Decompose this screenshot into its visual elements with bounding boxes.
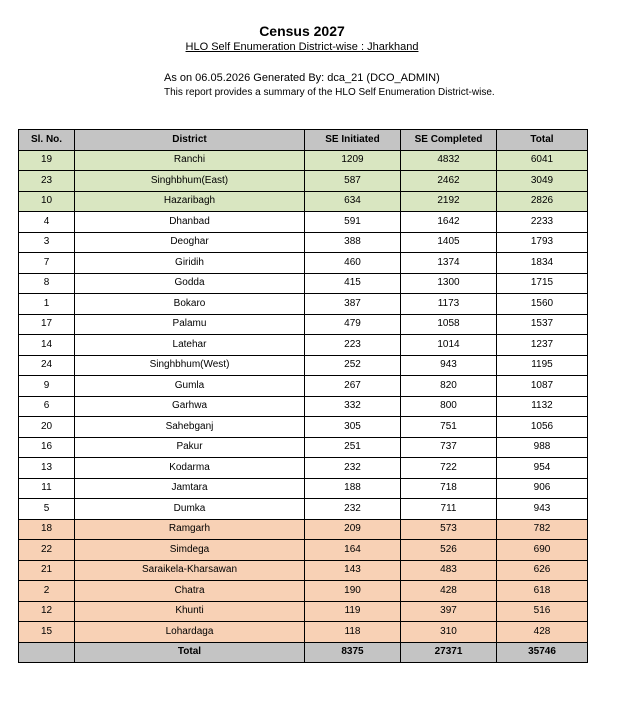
cell-se-completed: 1642	[401, 212, 497, 233]
cell-se-completed: 1300	[401, 273, 497, 294]
cell-total: 1793	[497, 232, 588, 253]
cell-total: 690	[497, 540, 588, 561]
cell-se-completed: 1014	[401, 335, 497, 356]
table-row	[19, 273, 588, 294]
cell-se-initiated: 634	[305, 191, 401, 212]
table-row	[19, 601, 588, 622]
cell-se-completed: 1405	[401, 232, 497, 253]
cell-se-initiated: 164	[305, 540, 401, 561]
cell-total: 954	[497, 458, 588, 479]
cell-se-initiated: 223	[305, 335, 401, 356]
cell-district: Sahebganj	[75, 417, 305, 438]
cell-sl-no: 12	[19, 601, 75, 622]
cell-sl-no: 23	[19, 171, 75, 192]
table-header-row	[19, 130, 588, 151]
table-row	[19, 191, 588, 212]
cell-sl-no: 15	[19, 622, 75, 643]
cell-sl-no: 4	[19, 212, 75, 233]
cell-se-initiated: 587	[305, 171, 401, 192]
cell-se-initiated: 118	[305, 622, 401, 643]
cell-se-completed: 2462	[401, 171, 497, 192]
cell-total: 1056	[497, 417, 588, 438]
cell-district: Singhbhum(East)	[75, 171, 305, 192]
table-row	[19, 376, 588, 397]
cell-total: 1537	[497, 314, 588, 335]
cell-district: Deoghar	[75, 232, 305, 253]
table-row	[19, 171, 588, 192]
column-header-total: Total	[497, 130, 588, 151]
total-row	[19, 642, 588, 663]
cell-se-completed: 4832	[401, 150, 497, 171]
cell-sl-no: 18	[19, 519, 75, 540]
cell-sl-no: 5	[19, 499, 75, 520]
cell-district: Jamtara	[75, 478, 305, 499]
cell-district: Gumla	[75, 376, 305, 397]
cell-sl-no: 7	[19, 253, 75, 274]
cell-district: Singhbhum(West)	[75, 355, 305, 376]
table-row	[19, 458, 588, 479]
cell-se-completed: 1173	[401, 294, 497, 315]
cell-se-completed: 397	[401, 601, 497, 622]
table-row	[19, 314, 588, 335]
cell-se-completed: 526	[401, 540, 497, 561]
cell-sl-no: 3	[19, 232, 75, 253]
cell-sl-no: 17	[19, 314, 75, 335]
cell-district: Kodarma	[75, 458, 305, 479]
table-row	[19, 212, 588, 233]
cell-se-initiated: 267	[305, 376, 401, 397]
cell-district: Saraikela-Kharsawan	[75, 560, 305, 581]
table-row	[19, 232, 588, 253]
table-row	[19, 335, 588, 356]
cell-total: 6041	[497, 150, 588, 171]
cell-se-completed: 2192	[401, 191, 497, 212]
cell-sl-no: 16	[19, 437, 75, 458]
cell-district: Giridih	[75, 253, 305, 274]
cell-se-initiated: 1209	[305, 150, 401, 171]
cell-se-initiated: 232	[305, 499, 401, 520]
cell-total: 943	[497, 499, 588, 520]
cell-se-initiated: 415	[305, 273, 401, 294]
generated-info: As on 06.05.2026 Generated By: dca_21 (DCO_ADMIN)	[164, 72, 440, 84]
cell-district: Simdega	[75, 540, 305, 561]
cell-se-initiated: 332	[305, 396, 401, 417]
cell-se-completed: 943	[401, 355, 497, 376]
cell-se-initiated: 252	[305, 355, 401, 376]
cell-district: Pakur	[75, 437, 305, 458]
cell-se-initiated: 305	[305, 417, 401, 438]
cell-total: 1132	[497, 396, 588, 417]
cell-se-completed: 1058	[401, 314, 497, 335]
cell-se-initiated: 188	[305, 478, 401, 499]
table-body	[19, 150, 588, 642]
cell-se-initiated: 388	[305, 232, 401, 253]
cell-total: 3049	[497, 171, 588, 192]
cell-se-completed: 718	[401, 478, 497, 499]
cell-sl-no: 8	[19, 273, 75, 294]
cell-se-completed: 711	[401, 499, 497, 520]
cell-se-completed: 428	[401, 581, 497, 602]
cell-district: Khunti	[75, 601, 305, 622]
cell-district: Garhwa	[75, 396, 305, 417]
table-row	[19, 294, 588, 315]
total-row-sl-cell	[19, 642, 75, 663]
cell-total: 1237	[497, 335, 588, 356]
cell-sl-no: 19	[19, 150, 75, 171]
table-row	[19, 396, 588, 417]
cell-sl-no: 21	[19, 560, 75, 581]
cell-total: 782	[497, 519, 588, 540]
cell-total: 1087	[497, 376, 588, 397]
cell-se-completed: 800	[401, 396, 497, 417]
district-summary-table	[18, 129, 588, 663]
cell-total: 618	[497, 581, 588, 602]
cell-sl-no: 22	[19, 540, 75, 561]
cell-district: Dumka	[75, 499, 305, 520]
total-row-total: 35746	[497, 642, 588, 663]
cell-sl-no: 13	[19, 458, 75, 479]
total-row-initiated: 8375	[305, 642, 401, 663]
table-row	[19, 519, 588, 540]
cell-total: 1560	[497, 294, 588, 315]
cell-se-initiated: 460	[305, 253, 401, 274]
cell-sl-no: 9	[19, 376, 75, 397]
cell-total: 906	[497, 478, 588, 499]
cell-district: Bokaro	[75, 294, 305, 315]
column-header-se-completed: SE Completed	[401, 130, 497, 151]
table-row	[19, 499, 588, 520]
table-row	[19, 150, 588, 171]
cell-sl-no: 11	[19, 478, 75, 499]
cell-sl-no: 1	[19, 294, 75, 315]
table-row	[19, 478, 588, 499]
table-row	[19, 253, 588, 274]
cell-district: Hazaribagh	[75, 191, 305, 212]
cell-district: Godda	[75, 273, 305, 294]
cell-total: 626	[497, 560, 588, 581]
cell-total: 1834	[497, 253, 588, 274]
cell-se-initiated: 251	[305, 437, 401, 458]
cell-sl-no: 24	[19, 355, 75, 376]
table-row	[19, 437, 588, 458]
cell-district: Lohardaga	[75, 622, 305, 643]
total-row-label: Total	[75, 642, 305, 663]
report-subtitle-text: HLO Self Enumeration District-wise : Jharkhand	[185, 41, 419, 53]
cell-se-initiated: 143	[305, 560, 401, 581]
report-subtitle	[0, 41, 604, 54]
cell-se-completed: 737	[401, 437, 497, 458]
column-header-sl-no: Sl. No.	[19, 130, 75, 151]
cell-district: Chatra	[75, 581, 305, 602]
cell-total: 428	[497, 622, 588, 643]
column-header-district: District	[75, 130, 305, 151]
table-row	[19, 560, 588, 581]
cell-total: 516	[497, 601, 588, 622]
cell-se-completed: 820	[401, 376, 497, 397]
cell-total: 988	[497, 437, 588, 458]
cell-sl-no: 2	[19, 581, 75, 602]
table-row	[19, 417, 588, 438]
cell-sl-no: 10	[19, 191, 75, 212]
cell-se-completed: 1374	[401, 253, 497, 274]
cell-sl-no: 6	[19, 396, 75, 417]
cell-se-initiated: 387	[305, 294, 401, 315]
column-header-se-initiated: SE Initiated	[305, 130, 401, 151]
cell-district: Palamu	[75, 314, 305, 335]
report-title: Census 2027	[259, 23, 345, 39]
table-row	[19, 581, 588, 602]
table-row	[19, 540, 588, 561]
report-description: This report provides a summary of the HLO Self Enumeration District-wise.	[164, 87, 495, 98]
cell-total: 2233	[497, 212, 588, 233]
cell-district: Ranchi	[75, 150, 305, 171]
cell-se-initiated: 479	[305, 314, 401, 335]
total-row-completed: 27371	[401, 642, 497, 663]
cell-district: Latehar	[75, 335, 305, 356]
cell-sl-no: 20	[19, 417, 75, 438]
cell-se-initiated: 591	[305, 212, 401, 233]
cell-district: Ramgarh	[75, 519, 305, 540]
cell-se-completed: 483	[401, 560, 497, 581]
cell-se-initiated: 209	[305, 519, 401, 540]
cell-district: Dhanbad	[75, 212, 305, 233]
cell-total: 1195	[497, 355, 588, 376]
cell-total: 2826	[497, 191, 588, 212]
cell-se-completed: 310	[401, 622, 497, 643]
cell-se-completed: 751	[401, 417, 497, 438]
cell-se-completed: 573	[401, 519, 497, 540]
cell-se-initiated: 119	[305, 601, 401, 622]
cell-se-initiated: 190	[305, 581, 401, 602]
cell-sl-no: 14	[19, 335, 75, 356]
table-row	[19, 355, 588, 376]
table-row	[19, 622, 588, 643]
cell-se-completed: 722	[401, 458, 497, 479]
cell-total: 1715	[497, 273, 588, 294]
cell-se-initiated: 232	[305, 458, 401, 479]
